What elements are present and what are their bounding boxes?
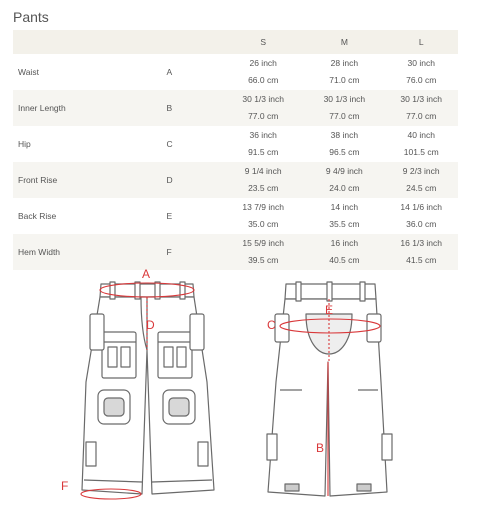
cell: 9 4/9 inch 24.0 cm [304, 162, 384, 198]
pants-measurement-diagram [0, 262, 500, 524]
row-label: Inner Length [13, 90, 167, 126]
table-row [13, 54, 458, 90]
front-view-pants [82, 282, 214, 494]
right-knee-insert [169, 398, 189, 416]
cell: 9 1/4 inch 23.5 cm [222, 162, 304, 198]
header-size-m: M [304, 30, 384, 54]
label-b: B [316, 441, 325, 455]
row-code: E [166, 211, 173, 221]
header-size-l: L [384, 30, 458, 54]
left-side-pocket [90, 314, 104, 350]
belt-loop [296, 282, 301, 301]
row-code: C [166, 139, 173, 149]
cell: 30 1/3 inch 77.0 cm [384, 90, 458, 126]
table-row [13, 198, 458, 234]
cell: 30 1/3 inch 77.0 cm [304, 90, 384, 126]
label-e: E [325, 303, 334, 317]
label-c: C [267, 318, 276, 332]
row-label: Front Rise [13, 162, 167, 198]
left-knee-insert [104, 398, 124, 416]
cell: 15 5/9 inch 39.5 cm [222, 234, 304, 270]
cell: 16 1/3 inch 41.5 cm [384, 234, 458, 270]
row-label: Hip [18, 139, 31, 149]
right-cargo-pocket [158, 332, 192, 378]
left-cargo-pocket [102, 332, 136, 378]
pocket-detail [108, 347, 117, 367]
cell: 13 7/9 inch 35.0 cm [242, 202, 284, 229]
cell: 14 inch 35.5 cm [329, 202, 360, 229]
belt-loop [180, 282, 185, 299]
label-f: F [61, 479, 69, 493]
cell: 30 1/3 inch 77.0 cm [222, 90, 304, 126]
cell: 14 1/6 inch 36.0 cm [400, 202, 443, 229]
cell: 28 inch 71.0 cm [329, 58, 360, 85]
row-code: F [167, 234, 223, 270]
right-lower-pocket [198, 442, 208, 466]
header-size-s: S [222, 30, 304, 54]
cell: 40 inch 101.5 cm [403, 130, 439, 157]
header-blank-code [167, 30, 223, 54]
row-code: A [166, 67, 173, 77]
cell: 38 inch 96.5 cm [329, 130, 360, 157]
cell: 30 inch 76.0 cm [406, 58, 437, 85]
table-row [13, 90, 458, 126]
table-row [13, 126, 458, 162]
cell: 9 2/3 inch 24.5 cm [384, 162, 458, 198]
page-title: Pants [13, 9, 49, 25]
cell: 26 inch 66.0 cm [248, 58, 279, 85]
table-row [13, 162, 458, 198]
header-blank [13, 30, 167, 54]
row-code: D [167, 162, 223, 198]
back-left-lower-pocket [267, 434, 277, 460]
pocket-detail [164, 347, 173, 367]
pocket-detail [177, 347, 186, 367]
hem-patch [285, 484, 299, 491]
left-lower-pocket [86, 442, 96, 466]
label-d: D [146, 318, 155, 332]
back-right-lower-pocket [382, 434, 392, 460]
cell: 16 inch 40.5 cm [304, 234, 384, 270]
table-header-row [13, 30, 458, 54]
row-code: B [167, 90, 223, 126]
pocket-detail [121, 347, 130, 367]
hem-patch [357, 484, 371, 491]
right-side-pocket [190, 314, 204, 350]
row-label: Back Rise [18, 211, 57, 221]
label-a: A [142, 267, 151, 281]
belt-loop [327, 282, 332, 301]
belt-loop [360, 282, 365, 301]
row-label: Hem Width [13, 234, 167, 270]
row-label: Waist [18, 67, 39, 77]
size-chart-table [13, 30, 458, 270]
cell: 36 inch 91.5 cm [248, 130, 279, 157]
